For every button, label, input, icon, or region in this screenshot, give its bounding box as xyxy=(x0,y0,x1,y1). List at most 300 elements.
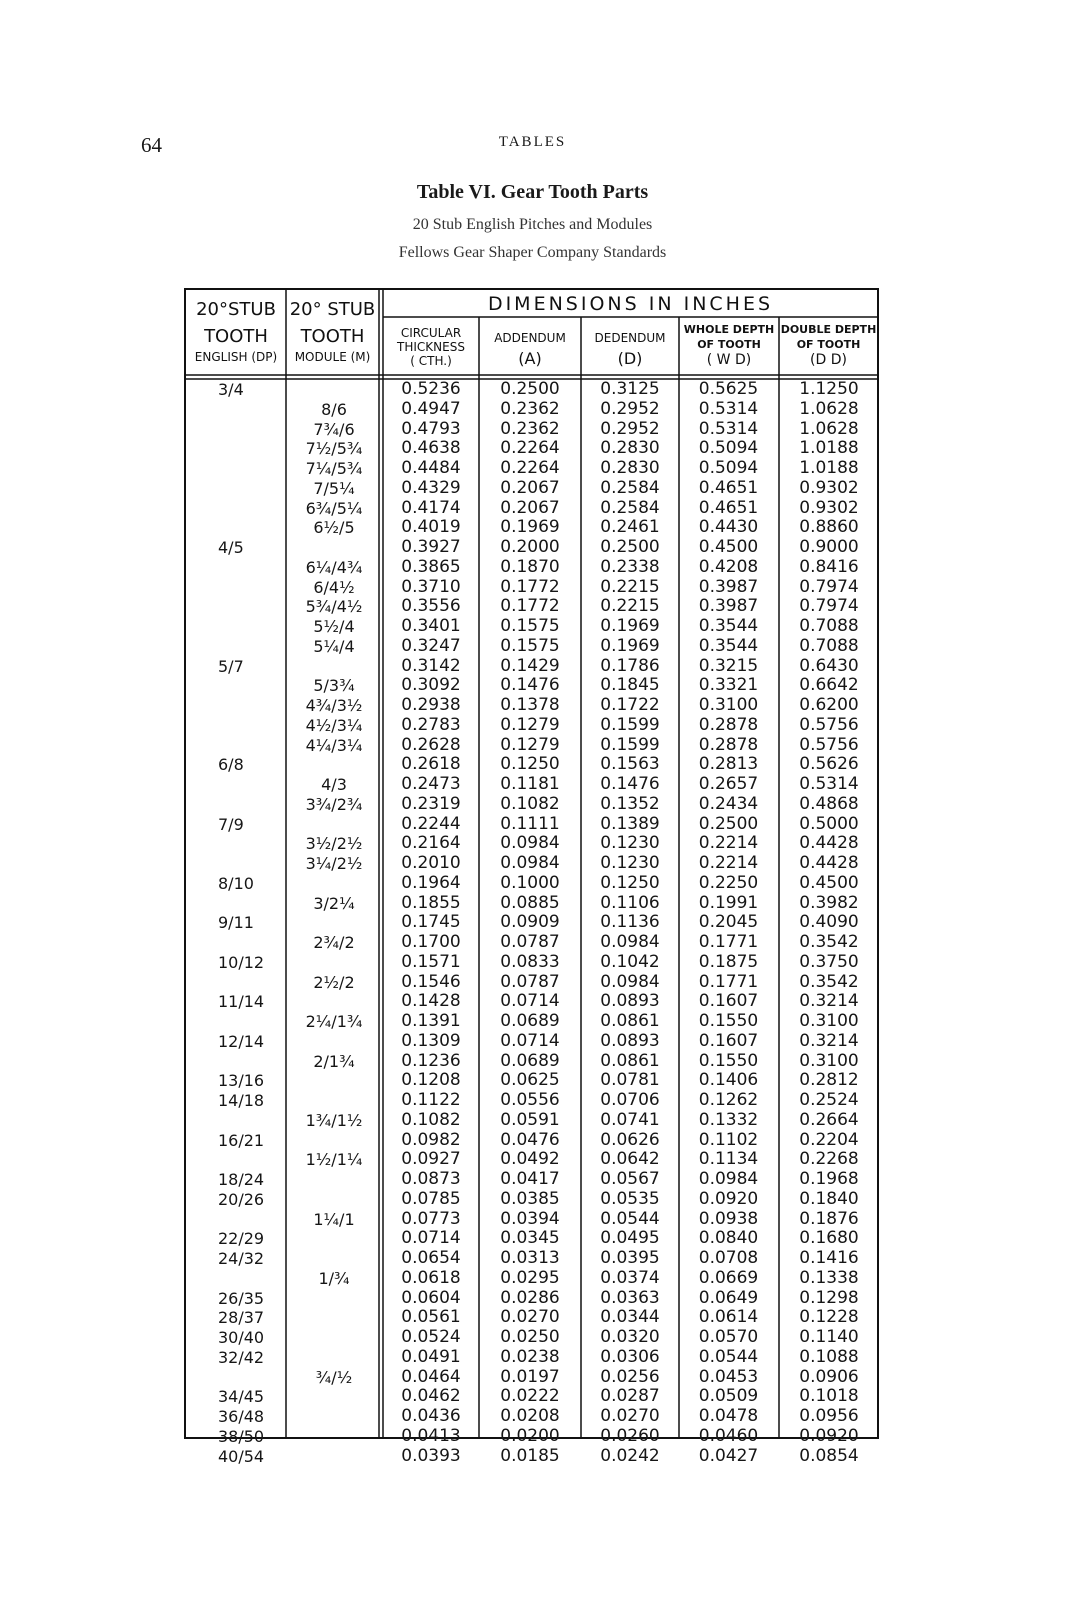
module-cell: 2½/2 xyxy=(313,972,355,992)
dedendum-cell: 0.2952 xyxy=(600,398,660,419)
whole-depth-cell: 0.2045 xyxy=(698,912,759,933)
addendum-cell: 0.0689 xyxy=(500,1011,560,1031)
dedendum-cell: 0.0861 xyxy=(600,1050,660,1071)
addendum-cell: 0.1378 xyxy=(500,695,560,715)
circular-thickness-cell: 0.0654 xyxy=(401,1248,461,1268)
dedendum-cell: 0.2461 xyxy=(600,517,660,538)
dp-cell: 5/7 xyxy=(218,656,244,676)
addendum-cell: 0.0787 xyxy=(500,932,560,952)
double-depth-cell: 0.2664 xyxy=(799,1109,859,1130)
header-dd-line2: OF TOOTH xyxy=(796,337,861,351)
dp-cell: 22/29 xyxy=(218,1229,265,1249)
dp-cell: 16/21 xyxy=(218,1130,265,1150)
addendum-cell: 0.0417 xyxy=(500,1169,560,1189)
dp-cell: 38/50 xyxy=(218,1426,265,1446)
whole-depth-cell: 0.1771 xyxy=(698,932,759,952)
whole-depth-cell: 0.1991 xyxy=(698,892,759,913)
double-depth-cell: 0.7974 xyxy=(799,596,859,617)
circular-thickness-cell: 0.1082 xyxy=(401,1109,461,1130)
addendum-cell: 0.1575 xyxy=(500,635,560,656)
addendum-cell: 0.0833 xyxy=(500,951,560,972)
addendum-cell: 0.1429 xyxy=(500,655,560,676)
addendum-cell: 0.2067 xyxy=(500,477,560,498)
circular-thickness-cell: 0.3865 xyxy=(401,556,461,577)
double-depth-cell: 0.1228 xyxy=(799,1307,859,1328)
dedendum-cell: 0.1230 xyxy=(600,853,660,873)
whole-depth-cell: 0.5094 xyxy=(698,458,759,478)
addendum-cell: 0.1250 xyxy=(500,754,560,775)
header-dp-line1: 20°STUB xyxy=(196,299,276,320)
double-depth-cell: 0.3542 xyxy=(799,971,859,992)
module-cell: 5¼/4 xyxy=(313,636,355,656)
dedendum-cell: 0.0861 xyxy=(600,1011,660,1031)
circular-thickness-cell: 0.0604 xyxy=(401,1287,461,1308)
dedendum-cell: 0.0984 xyxy=(600,971,660,992)
addendum-cell: 0.0185 xyxy=(500,1445,560,1466)
whole-depth-cell: 0.0708 xyxy=(698,1248,759,1268)
circular-thickness-cell: 0.3092 xyxy=(401,675,461,696)
double-depth-cell: 0.0854 xyxy=(799,1445,859,1466)
module-cell: 5½/4 xyxy=(313,617,355,636)
circular-thickness-cell: 0.1309 xyxy=(401,1030,461,1051)
dedendum-cell: 0.0374 xyxy=(600,1267,660,1288)
double-depth-cell: 0.4428 xyxy=(799,853,859,873)
dedendum-cell: 0.0260 xyxy=(600,1425,660,1446)
circular-thickness-cell: 0.2164 xyxy=(401,833,461,854)
addendum-cell: 0.0556 xyxy=(500,1090,560,1110)
circular-thickness-cell: 0.3401 xyxy=(401,616,461,636)
circular-thickness-cell: 0.2473 xyxy=(401,774,461,794)
dedendum-cell: 0.0395 xyxy=(600,1248,660,1268)
circular-thickness-cell: 0.1428 xyxy=(401,991,461,1012)
circular-thickness-cell: 0.0413 xyxy=(401,1425,461,1446)
module-cell: 4¼/3¼ xyxy=(305,735,363,755)
circular-thickness-cell: 0.1964 xyxy=(401,872,461,893)
whole-depth-cell: 0.3987 xyxy=(698,596,759,617)
double-depth-cell: 0.2204 xyxy=(799,1129,859,1150)
addendum-cell: 0.1575 xyxy=(500,616,560,636)
circular-thickness-cell: 0.0773 xyxy=(401,1208,461,1229)
circular-thickness-cell: 0.4638 xyxy=(401,438,461,459)
whole-depth-cell: 0.1607 xyxy=(698,991,759,1012)
dedendum-cell: 0.1599 xyxy=(600,714,660,735)
circular-thickness-cell: 0.5236 xyxy=(401,379,461,399)
dp-cell: 3/4 xyxy=(218,380,244,399)
whole-depth-cell: 0.3544 xyxy=(698,635,759,656)
double-depth-cell: 0.1416 xyxy=(799,1248,859,1268)
module-cell: 3/2¼ xyxy=(313,893,355,913)
circular-thickness-cell: 0.4484 xyxy=(401,458,461,478)
whole-depth-cell: 0.1875 xyxy=(698,951,759,972)
whole-depth-cell: 0.0669 xyxy=(698,1267,759,1288)
dedendum-cell: 0.0893 xyxy=(600,991,660,1012)
dp-cell: 18/24 xyxy=(218,1170,265,1189)
dedendum-cell: 0.1250 xyxy=(600,872,660,893)
addendum-cell: 0.0492 xyxy=(500,1149,560,1170)
circular-thickness-cell: 0.1855 xyxy=(401,892,461,913)
dp-cell: 7/9 xyxy=(218,814,244,834)
dedendum-cell: 0.0626 xyxy=(600,1129,660,1150)
whole-depth-cell: 0.1406 xyxy=(698,1070,759,1091)
double-depth-cell: 0.8860 xyxy=(799,517,859,538)
addendum-cell: 0.0208 xyxy=(500,1406,560,1426)
double-depth-cell: 0.3214 xyxy=(799,1030,859,1051)
circular-thickness-cell: 0.0462 xyxy=(401,1386,461,1407)
double-depth-cell: 0.3542 xyxy=(799,932,859,952)
header-ded-line1: DEDENDUM xyxy=(594,331,666,345)
whole-depth-cell: 0.5314 xyxy=(698,418,759,439)
addendum-cell: 0.0200 xyxy=(500,1425,560,1446)
circular-thickness-cell: 0.2010 xyxy=(401,853,461,873)
dedendum-cell: 0.0242 xyxy=(600,1445,660,1466)
whole-depth-cell: 0.2813 xyxy=(698,754,759,775)
module-cell: 1½/1¼ xyxy=(305,1150,363,1170)
module-cell: 7¾/6 xyxy=(313,419,355,439)
addendum-cell: 0.0591 xyxy=(500,1109,560,1130)
double-depth-cell: 0.2268 xyxy=(799,1149,859,1170)
double-depth-cell: 0.7974 xyxy=(799,576,859,597)
dp-cell: 40/54 xyxy=(218,1446,265,1466)
double-depth-cell: 1.0628 xyxy=(799,398,859,419)
dedendum-cell: 0.0893 xyxy=(600,1030,660,1051)
addendum-cell: 0.0787 xyxy=(500,971,560,992)
whole-depth-cell: 0.0614 xyxy=(698,1307,759,1328)
dedendum-cell: 0.1352 xyxy=(600,793,660,814)
dedendum-cell: 0.0287 xyxy=(600,1386,660,1407)
dedendum-cell: 0.0306 xyxy=(600,1346,660,1367)
circular-thickness-cell: 0.0436 xyxy=(401,1406,461,1426)
whole-depth-cell: 0.2214 xyxy=(698,853,759,873)
dp-cell: 26/35 xyxy=(218,1288,265,1308)
addendum-cell: 0.0984 xyxy=(500,833,560,854)
running-head: TABLES xyxy=(498,134,567,150)
whole-depth-cell: 0.5094 xyxy=(698,438,759,459)
dedendum-cell: 0.0567 xyxy=(600,1169,660,1189)
circular-thickness-cell: 0.4019 xyxy=(401,517,461,538)
addendum-cell: 0.0238 xyxy=(500,1346,560,1367)
header-dp-line3: ENGLISH (DP) xyxy=(194,350,278,365)
addendum-cell: 0.0394 xyxy=(500,1208,560,1229)
circular-thickness-cell: 0.1391 xyxy=(401,1011,461,1031)
dedendum-cell: 0.0544 xyxy=(600,1208,660,1229)
circular-thickness-cell: 0.1546 xyxy=(401,971,461,992)
dedendum-cell: 0.2830 xyxy=(600,438,660,459)
circular-thickness-cell: 0.1571 xyxy=(401,951,461,972)
dedendum-cell: 0.1230 xyxy=(600,833,660,854)
header-dp-line2: TOOTH xyxy=(204,325,268,347)
dedendum-cell: 0.2500 xyxy=(600,537,660,557)
table-title: Table VI. Gear Tooth Parts xyxy=(416,181,649,203)
whole-depth-cell: 0.2434 xyxy=(698,793,759,814)
circular-thickness-cell: 0.2618 xyxy=(401,754,461,775)
circular-thickness-cell: 0.0927 xyxy=(401,1149,461,1170)
module-cell: 6½/5 xyxy=(313,518,355,538)
double-depth-cell: 0.5756 xyxy=(799,734,859,755)
dedendum-cell: 0.1722 xyxy=(600,695,660,715)
table-source: Fellows Gear Shaper Company Standards xyxy=(398,244,667,261)
dedendum-cell: 0.0256 xyxy=(600,1366,660,1387)
whole-depth-cell: 0.0460 xyxy=(698,1425,759,1446)
double-depth-cell: 0.4090 xyxy=(799,912,859,933)
table-subtitle: 20 Stub English Pitches and Modules xyxy=(412,216,653,233)
addendum-cell: 0.0197 xyxy=(500,1366,560,1387)
addendum-cell: 0.2362 xyxy=(500,398,560,419)
header-add-line2: (A) xyxy=(518,348,542,368)
circular-thickness-cell: 0.0464 xyxy=(401,1366,461,1387)
dp-cell: 10/12 xyxy=(218,952,265,972)
addendum-cell: 0.1772 xyxy=(500,576,560,597)
whole-depth-cell: 0.0570 xyxy=(698,1327,759,1347)
circular-thickness-cell: 0.3142 xyxy=(401,655,461,676)
module-cell: 3¼/2½ xyxy=(305,854,363,873)
dedendum-cell: 0.0706 xyxy=(600,1090,660,1110)
dedendum-cell: 0.1786 xyxy=(600,655,660,676)
double-depth-cell: 0.5314 xyxy=(799,774,859,794)
double-depth-cell: 1.0188 xyxy=(799,438,859,459)
addendum-cell: 0.2067 xyxy=(500,497,560,518)
module-cell: 7/5¼ xyxy=(313,478,355,498)
addendum-cell: 0.1082 xyxy=(500,793,560,814)
dedendum-cell: 0.2215 xyxy=(600,576,660,597)
double-depth-cell: 0.9302 xyxy=(799,497,859,518)
circular-thickness-cell: 0.4329 xyxy=(401,477,461,498)
dedendum-cell: 0.0495 xyxy=(600,1228,660,1249)
dedendum-cell: 0.1599 xyxy=(600,734,660,755)
whole-depth-cell: 0.1102 xyxy=(698,1129,759,1150)
double-depth-cell: 0.6200 xyxy=(799,695,859,715)
dp-cell: 12/14 xyxy=(218,1031,265,1051)
dedendum-cell: 0.1389 xyxy=(600,813,660,834)
circular-thickness-cell: 0.1122 xyxy=(401,1090,461,1110)
module-cell: ¾/½ xyxy=(315,1367,353,1387)
dedendum-cell: 0.0535 xyxy=(600,1188,660,1209)
addendum-cell: 0.1476 xyxy=(500,675,560,696)
double-depth-cell: 0.1088 xyxy=(799,1346,859,1367)
dedendum-cell: 0.0270 xyxy=(600,1406,660,1426)
whole-depth-cell: 0.1332 xyxy=(698,1109,759,1130)
module-cell: 7¼/5¾ xyxy=(305,459,363,478)
addendum-cell: 0.0625 xyxy=(500,1070,560,1091)
double-depth-cell: 0.7088 xyxy=(799,635,859,656)
addendum-cell: 0.2264 xyxy=(500,458,560,478)
whole-depth-cell: 0.2878 xyxy=(698,734,759,755)
double-depth-cell: 0.2524 xyxy=(799,1090,859,1110)
double-depth-cell: 1.0628 xyxy=(799,418,859,439)
dp-cell: 24/32 xyxy=(218,1249,265,1268)
double-depth-cell: 0.4500 xyxy=(799,872,859,893)
whole-depth-cell: 0.1262 xyxy=(698,1090,759,1110)
addendum-cell: 0.1111 xyxy=(500,813,560,834)
double-depth-cell: 0.9000 xyxy=(799,537,859,557)
circular-thickness-cell: 0.4174 xyxy=(401,497,461,518)
dp-cell: 28/37 xyxy=(218,1308,265,1328)
dedendum-cell: 0.1042 xyxy=(600,951,660,972)
addendum-cell: 0.0345 xyxy=(500,1228,560,1249)
header-mod-line3: MODULE (M) xyxy=(294,350,371,365)
addendum-cell: 0.1279 xyxy=(500,734,560,755)
module-cell: 8/6 xyxy=(321,399,347,419)
whole-depth-cell: 0.3321 xyxy=(698,675,759,696)
addendum-cell: 0.0222 xyxy=(500,1386,560,1407)
addendum-cell: 0.2000 xyxy=(500,537,560,557)
module-cell: 1¼/1 xyxy=(313,1209,355,1229)
double-depth-cell: 0.0920 xyxy=(799,1425,859,1446)
dp-cell: 30/40 xyxy=(218,1328,265,1347)
addendum-cell: 0.0476 xyxy=(500,1129,560,1150)
double-depth-cell: 0.3982 xyxy=(799,892,859,913)
double-depth-cell: 0.1018 xyxy=(799,1386,859,1407)
whole-depth-cell: 0.2500 xyxy=(698,813,759,834)
header-wd-line1: WHOLE DEPTH xyxy=(683,323,775,336)
whole-depth-cell: 0.0984 xyxy=(698,1169,759,1189)
module-cell: 6¼/4¾ xyxy=(305,557,363,577)
addendum-cell: 0.0885 xyxy=(500,892,560,913)
module-cell: 2¼/1¾ xyxy=(305,1012,363,1031)
addendum-cell: 0.0385 xyxy=(500,1188,560,1209)
whole-depth-cell: 0.0938 xyxy=(698,1208,759,1229)
double-depth-cell: 0.1876 xyxy=(799,1208,859,1229)
circular-thickness-cell: 0.1745 xyxy=(401,912,461,933)
whole-depth-cell: 0.2657 xyxy=(698,774,759,794)
circular-thickness-cell: 0.2783 xyxy=(401,714,461,735)
whole-depth-cell: 0.5314 xyxy=(698,398,759,419)
circular-thickness-cell: 0.3556 xyxy=(401,596,461,617)
double-depth-cell: 0.1298 xyxy=(799,1287,859,1308)
dedendum-cell: 0.1563 xyxy=(600,754,660,775)
whole-depth-cell: 0.1607 xyxy=(698,1030,759,1051)
double-depth-cell: 0.1140 xyxy=(799,1327,859,1347)
module-cell: 7½/5¾ xyxy=(305,439,363,459)
whole-depth-cell: 0.1550 xyxy=(698,1050,759,1071)
header-wd-line3: ( W D) xyxy=(706,352,752,369)
module-cell: 4/3 xyxy=(321,775,347,794)
header-dd-line3: (D D) xyxy=(810,352,847,369)
dedendum-cell: 0.1969 xyxy=(600,635,660,656)
module-cell: 5/3¾ xyxy=(313,676,355,696)
module-cell: 6/4½ xyxy=(313,577,355,597)
double-depth-cell: 0.1680 xyxy=(799,1228,859,1249)
addendum-cell: 0.1870 xyxy=(500,556,560,577)
module-cell: 5¾/4½ xyxy=(305,597,363,617)
double-depth-cell: 0.0956 xyxy=(799,1406,859,1426)
whole-depth-cell: 0.0478 xyxy=(698,1406,759,1426)
dedendum-cell: 0.2338 xyxy=(600,556,660,577)
dedendum-cell: 0.2584 xyxy=(600,477,660,498)
circular-thickness-cell: 0.0618 xyxy=(401,1267,461,1288)
dp-cell: 34/45 xyxy=(218,1387,265,1407)
module-cell: 6¾/5¼ xyxy=(305,498,363,518)
whole-depth-cell: 0.0509 xyxy=(698,1386,759,1407)
double-depth-cell: 0.3214 xyxy=(799,991,859,1012)
module-cell: 1/¾ xyxy=(318,1268,350,1288)
double-depth-cell: 0.5756 xyxy=(799,714,859,735)
double-depth-cell: 0.6430 xyxy=(799,655,859,676)
dedendum-cell: 0.0320 xyxy=(600,1327,660,1347)
header-mod-line1: 20° STUB xyxy=(289,299,376,320)
circular-thickness-cell: 0.0393 xyxy=(401,1445,461,1466)
addendum-cell: 0.0250 xyxy=(500,1327,560,1347)
dp-cell: 6/8 xyxy=(218,755,244,775)
double-depth-cell: 0.4868 xyxy=(799,793,859,814)
header-cth-line2: THICKNESS xyxy=(397,339,465,354)
double-depth-cell: 1.0188 xyxy=(799,458,859,478)
addendum-cell: 0.0286 xyxy=(500,1287,560,1308)
circular-thickness-cell: 0.3927 xyxy=(401,537,461,557)
addendum-cell: 0.1279 xyxy=(500,714,560,735)
dedendum-cell: 0.0344 xyxy=(600,1307,660,1328)
whole-depth-cell: 0.0920 xyxy=(698,1188,759,1209)
circular-thickness-cell: 0.2319 xyxy=(401,793,461,814)
addendum-cell: 0.1772 xyxy=(500,596,560,617)
addendum-cell: 0.1181 xyxy=(500,774,560,794)
addendum-cell: 0.0689 xyxy=(500,1050,560,1071)
circular-thickness-cell: 0.3247 xyxy=(401,635,461,656)
dedendum-cell: 0.2215 xyxy=(600,596,660,617)
dp-cell: 20/26 xyxy=(218,1189,265,1209)
whole-depth-cell: 0.3987 xyxy=(698,576,759,597)
module-cell: 2¾/2 xyxy=(313,933,355,952)
module-cell: 2/1¾ xyxy=(313,1051,355,1071)
whole-depth-cell: 0.1771 xyxy=(698,971,759,992)
circular-thickness-cell: 0.2244 xyxy=(401,813,461,834)
addendum-cell: 0.1969 xyxy=(500,517,560,538)
whole-depth-cell: 0.0544 xyxy=(698,1346,759,1367)
dedendum-cell: 0.1106 xyxy=(600,892,660,913)
circular-thickness-cell: 0.0873 xyxy=(401,1169,461,1189)
addendum-cell: 0.0270 xyxy=(500,1307,560,1328)
double-depth-cell: 0.3100 xyxy=(799,1050,859,1071)
dedendum-cell: 0.2952 xyxy=(600,418,660,439)
whole-depth-cell: 0.4208 xyxy=(698,556,759,577)
circular-thickness-cell: 0.1700 xyxy=(401,932,461,952)
dp-cell: 32/42 xyxy=(218,1347,265,1367)
dp-cell: 14/18 xyxy=(218,1091,265,1110)
dp-cell: 36/48 xyxy=(218,1407,265,1426)
dedendum-cell: 0.0984 xyxy=(600,932,660,952)
module-cell: 1¾/1½ xyxy=(305,1110,363,1130)
addendum-cell: 0.2500 xyxy=(500,379,560,399)
whole-depth-cell: 0.4651 xyxy=(698,477,759,498)
circular-thickness-cell: 0.3710 xyxy=(401,576,461,597)
double-depth-cell: 1.1250 xyxy=(799,379,859,399)
header-wd-line2: OF TOOTH xyxy=(697,337,761,351)
module-cell: 4¾/3½ xyxy=(305,696,363,715)
whole-depth-cell: 0.1550 xyxy=(698,1011,759,1031)
whole-depth-cell: 0.1134 xyxy=(698,1149,759,1170)
whole-depth-cell: 0.3215 xyxy=(698,655,759,676)
dp-cell: 13/16 xyxy=(218,1071,265,1091)
header-cth-line3: ( CTH.) xyxy=(410,353,452,368)
dedendum-cell: 0.3125 xyxy=(600,379,660,399)
circular-thickness-cell: 0.2938 xyxy=(401,695,461,715)
double-depth-cell: 0.6642 xyxy=(799,675,859,696)
circular-thickness-cell: 0.4947 xyxy=(401,398,461,419)
dedendum-cell: 0.0642 xyxy=(600,1149,660,1170)
whole-depth-cell: 0.0840 xyxy=(698,1228,759,1249)
addendum-cell: 0.0909 xyxy=(500,912,560,933)
whole-depth-cell: 0.3100 xyxy=(698,695,759,715)
addendum-cell: 0.0984 xyxy=(500,853,560,873)
module-cell: 3½/2½ xyxy=(305,834,363,854)
addendum-cell: 0.2362 xyxy=(500,418,560,439)
whole-depth-cell: 0.0427 xyxy=(698,1445,759,1466)
dedendum-cell: 0.1969 xyxy=(600,616,660,636)
dedendum-cell: 0.0781 xyxy=(600,1070,660,1091)
whole-depth-cell: 0.4500 xyxy=(698,537,759,557)
circular-thickness-cell: 0.4793 xyxy=(401,418,461,439)
dedendum-cell: 0.0741 xyxy=(600,1109,660,1130)
addendum-cell: 0.0714 xyxy=(500,991,560,1012)
